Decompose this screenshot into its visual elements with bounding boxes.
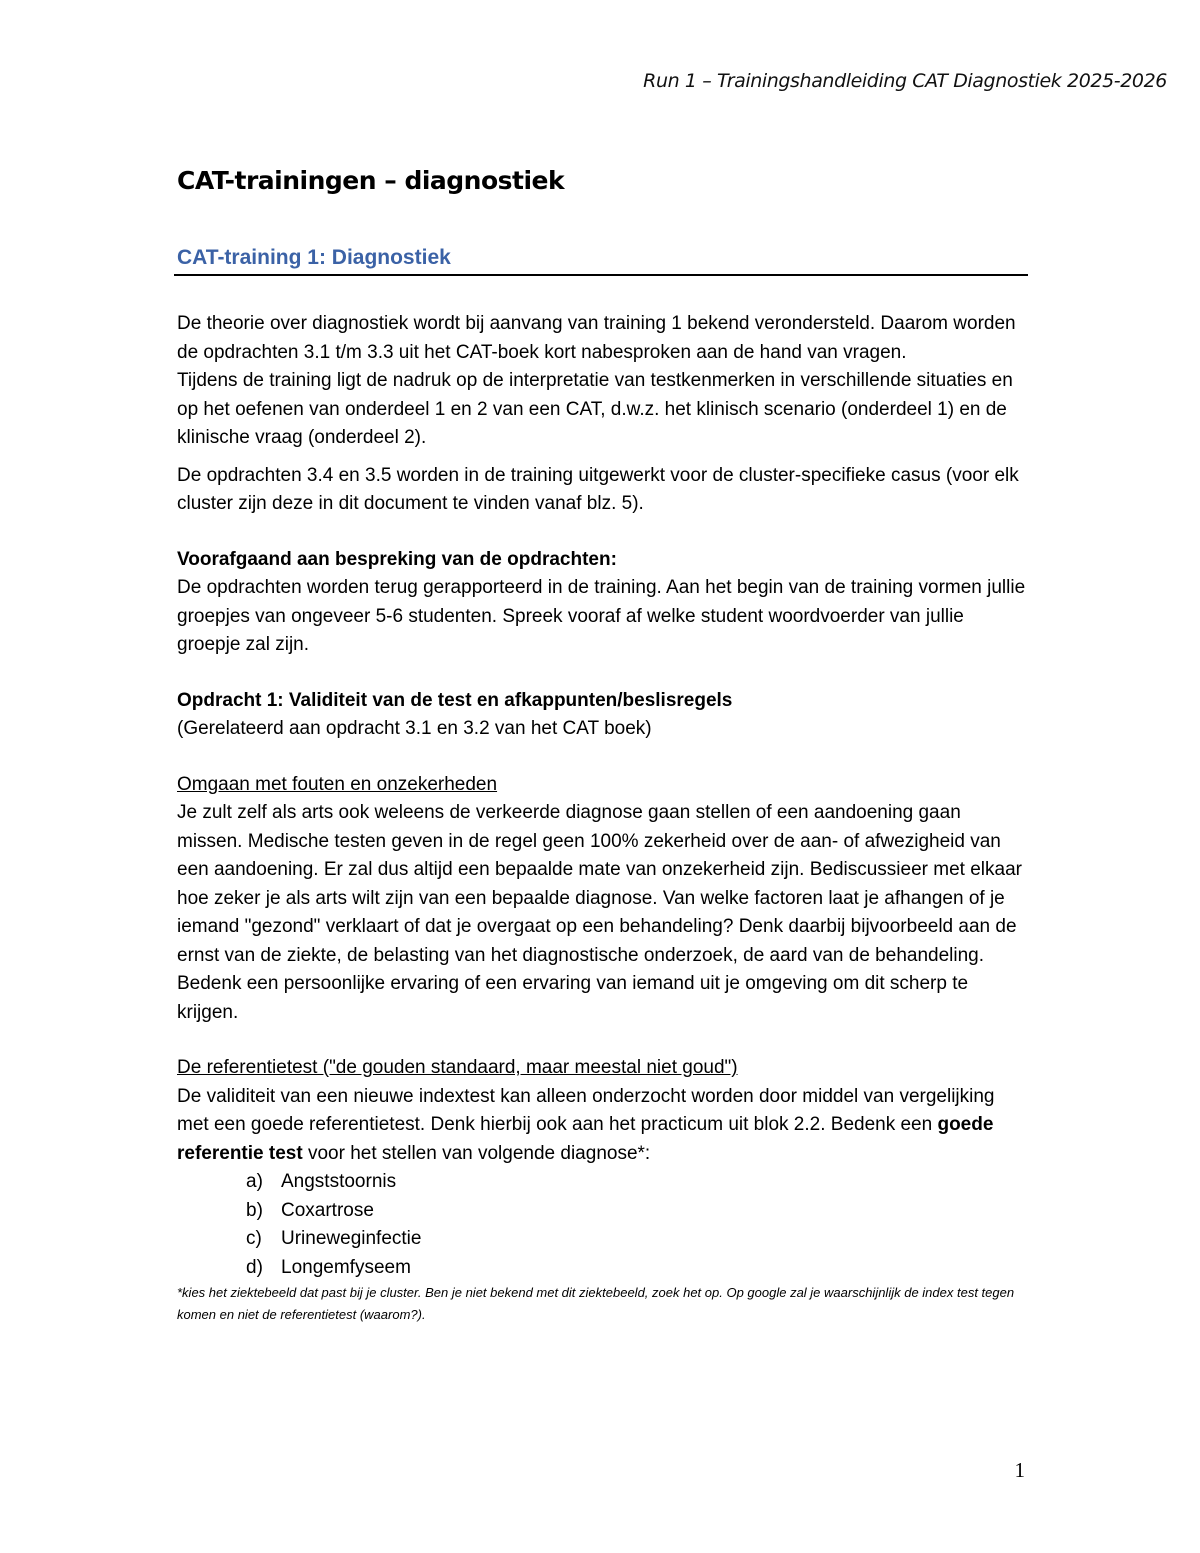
prep-heading: Voorafgaand aan bespreking van de opdrachten:	[177, 548, 617, 570]
prep-paragraph: De opdrachten worden terug gerapporteerd in de training. Aan het begin van de training vormen jullie groepjes van ongeveer 5-6 studenten. Spreek vooraf af welke student woordvoerder van jullie groepje zal zijn.	[177, 577, 1026, 655]
intro-paragraph-3: De opdrachten 3.4 en 3.5 worden in de training uitgewerkt voor de cluster-specifieke casus (voor elk cluster zijn deze in dit document te vinden vanaf blz. 5).	[177, 464, 1019, 514]
document-title: CAT-trainingen – diagnostiek	[177, 166, 565, 195]
list-item-label: Coxartrose	[281, 1199, 374, 1221]
errors-paragraph: Je zult zelf als arts ook weleens de verkeerde diagnose gaan stellen of een aandoening gaan missen. Medische testen geven in de regel geen 100% zekerheid over de aan- of afwezigheid van een aandoening. Er zal dus altijd een bepaalde mate van onzekerheid zijn. Bediscussieer met elkaar hoe zeker je als arts wilt zijn van een bepaalde diagnose. Van welke factoren laat je afhangen of je iemand "gezond" verklaart of dat je overgaat op een behandeling? Denk daarbij bijvoorbeeld aan de ernst van de ziekte, de belasting van het diagnostische onderzoek, de aard van de behandeling. Bedenk een persoonlijke ervaring of een ervaring van iemand uit je omgeving om dit scherp te krijgen.	[177, 802, 1022, 1023]
list-item-letter: b)	[246, 1199, 263, 1221]
list-item	[177, 1197, 1027, 1226]
footnote: *kies het ziektebeeld dat past bij je cluster. Ben je niet bekend met dit ziektebeeld, zoek het op. Op google zal je waarschijnlijk de index test tegen komen en niet de referentietest (waarom?).	[177, 1285, 1015, 1322]
errors-heading: Omgaan met fouten en onzekerheden	[177, 773, 498, 795]
diagnosis-list	[177, 1168, 1027, 1282]
document-body	[177, 310, 1027, 1326]
running-header: Run 1 – Trainingshandleiding CAT Diagnostiek 2025-2026	[643, 70, 1167, 92]
list-item-label: Longemfyseem	[281, 1256, 411, 1278]
page-number: 1	[1014, 1458, 1025, 1482]
list-item-label: Angststoornis	[281, 1171, 397, 1192]
list-item-label: Urineweginfectie	[281, 1228, 422, 1249]
intro-paragraph-2: Tijdens de training ligt de nadruk op de interpretatie van testkenmerken in verschillende situaties en op het oefenen van onderdeel 1 en 2 van een CAT, d.w.z. het klinisch scenario (onderdeel 1) en de klinische vraag (onderdeel 2).	[177, 370, 1013, 448]
reference-text-after: voor het stellen van volgende diagnose*:	[302, 1142, 651, 1164]
list-item	[177, 1168, 1027, 1197]
list-item	[177, 1254, 1027, 1283]
intro-paragraph-1: De theorie over diagnostiek wordt bij aanvang van training 1 bekend verondersteld. Daarom worden de opdrachten 3.1 t/m 3.3 uit het CAT-boek kort nabesproken aan de hand van vragen.	[177, 313, 1016, 363]
list-item-letter: a)	[246, 1171, 263, 1192]
list-item	[177, 1225, 1027, 1254]
reference-paragraph	[177, 1083, 1027, 1169]
section-heading: CAT-training 1: Diagnostiek	[177, 246, 451, 269]
list-item-letter: d)	[246, 1256, 263, 1278]
assignment-1-subheading: (Gerelateerd aan opdracht 3.1 en 3.2 van het CAT boek)	[177, 718, 652, 739]
assignment-1-heading: Opdracht 1: Validiteit van de test en afkappunten/beslisregels	[177, 689, 733, 711]
section-heading-block	[174, 246, 1028, 276]
reference-text-before: De validiteit van een nieuwe indextest kan alleen onderzocht worden door middel van vergelijking met een goede referentietest. Denk hierbij ook aan het practicum uit blok 2.2. Bedenk een	[177, 1085, 995, 1135]
reference-text-bold: goede referentie test	[177, 1114, 994, 1164]
reference-heading: De referentietest ("de gouden standaard, maar meestal niet goud")	[177, 1057, 738, 1078]
list-item-letter: c)	[246, 1228, 262, 1249]
